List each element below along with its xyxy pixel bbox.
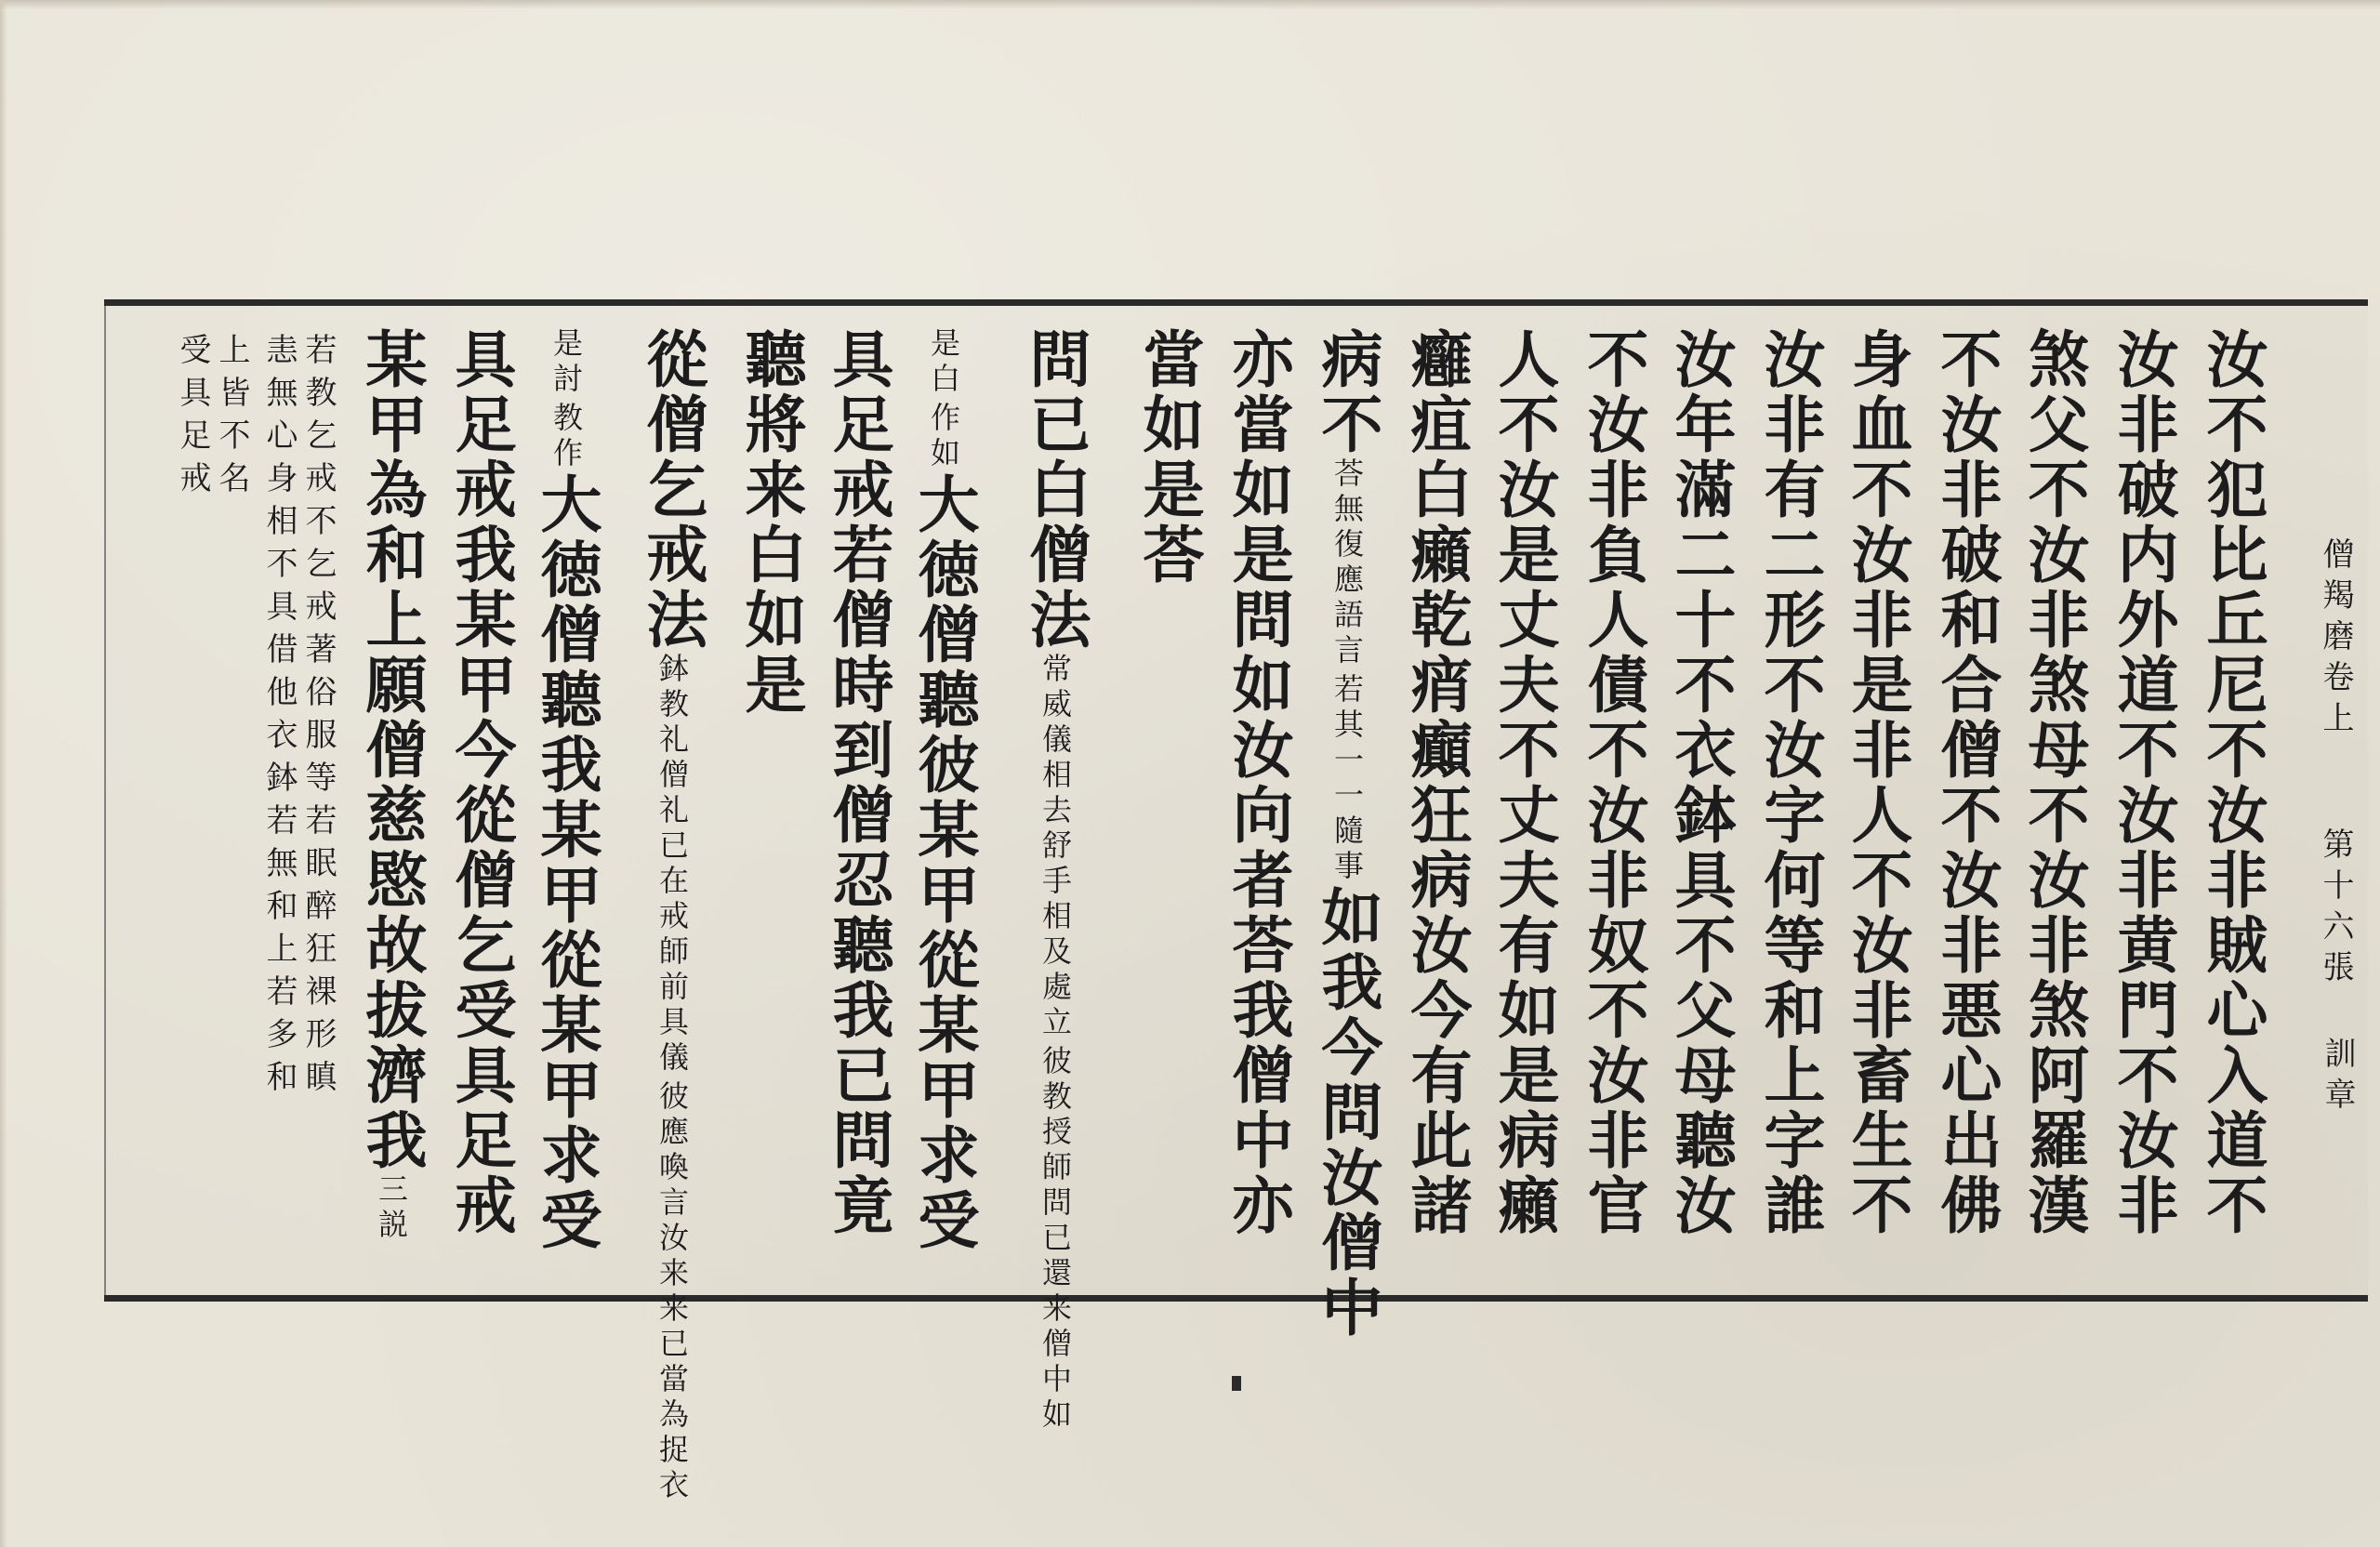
text-column-13: 當如是荅 xyxy=(1132,327,1205,588)
commentary-column-3: 上皆不名 xyxy=(213,333,250,504)
commentary-column-4: 受具足戒 xyxy=(174,333,211,504)
top-shadow xyxy=(0,0,2380,9)
text-column-15 xyxy=(907,327,980,1253)
ink-mark xyxy=(1232,1376,1241,1391)
text-column-3: 煞父不汝非煞母不汝非煞阿羅漢 xyxy=(2017,327,2090,1238)
inline-note xyxy=(1038,653,1073,1434)
left-shadow xyxy=(0,0,7,1547)
text-column-19 xyxy=(530,327,602,1253)
text-column-9: 人不汝是丈夫不丈夫有如是病癩 xyxy=(1488,327,1560,1238)
text-column-8: 不汝非負人債不汝非奴不汝非官 xyxy=(1577,327,1649,1238)
inline-note-right: 教作 xyxy=(549,402,584,472)
text-column-1: 汝不犯比丘尼不汝非賊心入道不 xyxy=(2196,327,2268,1238)
text-column-5: 身血不汝非是非人不汝非畜生不 xyxy=(1841,327,1913,1238)
inline-note-left: 常威儀相去舒手相及處立 xyxy=(1038,653,1073,1041)
text-column-11 xyxy=(1311,327,1383,1341)
text-column-21 xyxy=(355,327,428,1244)
text-column-15-body: 大徳僧聽彼某甲從某甲求受 xyxy=(907,472,980,1253)
text-column-6: 汝非有二形不汝字何等和上字誰 xyxy=(1753,327,1826,1238)
inline-note-right: 若其一一隨事 xyxy=(1329,673,1365,885)
text-column-11-tail: 如我今問汝僧中 xyxy=(1311,885,1383,1341)
inline-note-left: 鉢教礼僧礼已在戒師前具儀 xyxy=(654,653,690,1077)
text-column-10: 癰疽白癩乾痟癲狂病汝今有此諸 xyxy=(1400,327,1473,1238)
margin-page-number: 第十六張 xyxy=(2317,827,2354,991)
text-column-16: 具足戒若僧時到僧忍聽我已問竟 xyxy=(822,327,894,1238)
text-column-17: 聽將来白如是 xyxy=(734,327,807,718)
inline-note-right: 彼應喚言汝来来已當為捉衣 xyxy=(654,1080,690,1504)
text-column-11-head: 病不 xyxy=(1311,327,1383,457)
text-column-7: 汝年滿二十不衣鉢具不父母聽汝 xyxy=(1664,327,1737,1238)
commentary-column-2: 恚無心身相不具借他衣鉢若無和上若多和 xyxy=(260,333,298,1103)
inline-note-right: 作如 xyxy=(926,402,961,472)
text-column-4: 不汝非破和合僧不汝非悪心出佛 xyxy=(1930,327,2003,1238)
block-left-rule xyxy=(104,306,106,1295)
text-column-18 xyxy=(636,327,708,1504)
text-column-14-head: 問已白僧法 xyxy=(1019,327,1091,653)
commentary-column-1: 若教乞戒不乞戒著俗服等若眠醉狂裸形瞋 xyxy=(299,333,337,1103)
recite-three-times-note: 三説 xyxy=(374,1173,409,1244)
margin-title: 僧羯磨卷上 xyxy=(2317,537,2354,742)
margin-chapter: 訓章 xyxy=(2319,1037,2356,1118)
inline-note-left: 荅無復應語言 xyxy=(1329,457,1365,669)
text-column-14 xyxy=(1019,327,1091,1434)
text-column-2: 汝非破内外道不汝非黄門不汝非 xyxy=(2107,327,2179,1238)
inline-note xyxy=(1329,457,1365,885)
inline-note-left: 是白 xyxy=(926,327,961,398)
text-column-20: 具足戒我某甲今從僧乞受具足戒 xyxy=(444,327,517,1238)
inline-note xyxy=(654,653,690,1504)
text-column-19-body: 大徳僧聽我某甲從某甲求受 xyxy=(530,472,602,1253)
inline-note-left: 是討 xyxy=(549,327,584,398)
text-column-18-head: 從僧乞戒法 xyxy=(636,327,708,653)
inline-note-right: 彼教授師問已還来僧中如 xyxy=(1038,1045,1073,1434)
text-column-12: 亦當如是問如汝向者荅我僧中亦 xyxy=(1222,327,1294,1238)
text-column-21-body: 某甲為和上願僧慈愍故拔濟我 xyxy=(355,327,428,1173)
inline-note xyxy=(926,327,961,472)
inline-note xyxy=(549,327,584,472)
